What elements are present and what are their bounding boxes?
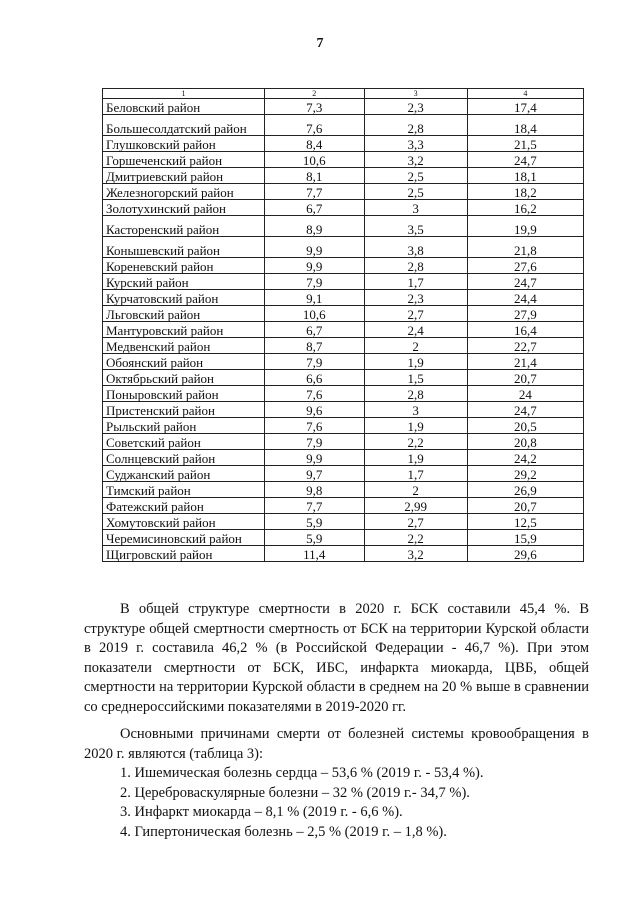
table-row — [103, 354, 584, 370]
value-cell-col2: 9,9 — [265, 258, 364, 274]
district-name-cell: Кореневский район — [103, 258, 265, 274]
value-cell-col4: 20,7 — [467, 370, 583, 386]
value-cell-col4: 21,4 — [467, 354, 583, 370]
district-name-cell: Хомутовский район — [103, 514, 265, 530]
value-cell-col3: 2,99 — [364, 498, 467, 514]
header-cell-4: 4 — [467, 89, 583, 99]
page-number: 7 — [316, 36, 324, 51]
value-cell-col4: 27,6 — [467, 258, 583, 274]
value-cell-col2: 7,9 — [265, 274, 364, 290]
value-cell-col2: 7,9 — [265, 354, 364, 370]
district-name-cell: Курский район — [103, 274, 265, 290]
value-cell-col4: 17,4 — [467, 99, 583, 115]
value-cell-col4: 24,7 — [467, 152, 583, 168]
table-row — [103, 216, 584, 237]
table-row — [103, 200, 584, 216]
value-cell-col3: 2 — [364, 482, 467, 498]
value-cell-col3: 2 — [364, 338, 467, 354]
table-header-row — [103, 89, 584, 99]
district-name-cell: Черемисиновский район — [103, 530, 265, 546]
table-row — [103, 99, 584, 115]
value-cell-col2: 9,6 — [265, 402, 364, 418]
table-row — [103, 184, 584, 200]
header-cell-3: 3 — [364, 89, 467, 99]
district-name-cell: Горшеченский район — [103, 152, 265, 168]
value-cell-col2: 11,4 — [265, 546, 364, 562]
value-cell-col3: 2,8 — [364, 386, 467, 402]
cause-item: 1. Ишемическая болезнь сердца – 53,6 % (2019 г. - 53,4 %). — [120, 765, 484, 781]
value-cell-col4: 21,5 — [467, 136, 583, 152]
value-cell-col4: 24,2 — [467, 450, 583, 466]
district-name-cell: Тимский район — [103, 482, 265, 498]
value-cell-col4: 18,4 — [467, 115, 583, 136]
table-row — [103, 290, 584, 306]
value-cell-col3: 1,9 — [364, 450, 467, 466]
value-cell-col2: 7,9 — [265, 434, 364, 450]
value-cell-col3: 2,4 — [364, 322, 467, 338]
district-name-cell: Поныровский район — [103, 386, 265, 402]
value-cell-col2: 5,9 — [265, 514, 364, 530]
table-row — [103, 168, 584, 184]
value-cell-col4: 29,6 — [467, 546, 583, 562]
mortality-table — [102, 88, 584, 562]
value-cell-col3: 3,2 — [364, 152, 467, 168]
value-cell-col3: 3 — [364, 200, 467, 216]
district-name-cell: Железногорский район — [103, 184, 265, 200]
district-name-cell: Обоянский район — [103, 354, 265, 370]
value-cell-col4: 15,9 — [467, 530, 583, 546]
district-name-cell: Курчатовский район — [103, 290, 265, 306]
table-body — [103, 89, 584, 562]
value-cell-col3: 2,3 — [364, 290, 467, 306]
value-cell-col2: 8,9 — [265, 216, 364, 237]
value-cell-col2: 6,7 — [265, 200, 364, 216]
table-row — [103, 530, 584, 546]
header-cell-2: 2 — [265, 89, 364, 99]
district-name-cell: Беловский район — [103, 99, 265, 115]
value-cell-col3: 1,7 — [364, 466, 467, 482]
district-name-cell: Пристенский район — [103, 402, 265, 418]
district-name-cell: Конышевский район — [103, 237, 265, 258]
value-cell-col4: 22,7 — [467, 338, 583, 354]
value-cell-col2: 7,6 — [265, 386, 364, 402]
table-row — [103, 322, 584, 338]
value-cell-col4: 16,2 — [467, 200, 583, 216]
table-row — [103, 237, 584, 258]
value-cell-col4: 29,2 — [467, 466, 583, 482]
district-name-cell: Большесолдатский район — [103, 115, 265, 136]
district-name-cell: Касторенский район — [103, 216, 265, 237]
value-cell-col4: 24,4 — [467, 290, 583, 306]
value-cell-col2: 7,6 — [265, 418, 364, 434]
value-cell-col2: 10,6 — [265, 306, 364, 322]
district-name-cell: Дмитриевский район — [103, 168, 265, 184]
value-cell-col2: 10,6 — [265, 152, 364, 168]
table-row — [103, 306, 584, 322]
cause-item: 2. Цереброваскулярные болезни – 32 % (2019 г.- 34,7 %). — [120, 784, 470, 801]
value-cell-col2: 8,4 — [265, 136, 364, 152]
value-cell-col4: 20,7 — [467, 498, 583, 514]
value-cell-col4: 24,7 — [467, 402, 583, 418]
value-cell-col4: 18,2 — [467, 184, 583, 200]
value-cell-col2: 8,7 — [265, 338, 364, 354]
value-cell-col4: 20,5 — [467, 418, 583, 434]
value-cell-col3: 2,5 — [364, 184, 467, 200]
district-name-cell: Суджанский район — [103, 466, 265, 482]
value-cell-col2: 9,7 — [265, 466, 364, 482]
value-cell-col3: 3,2 — [364, 546, 467, 562]
district-name-cell: Октябрьский район — [103, 370, 265, 386]
district-name-cell: Фатежский район — [103, 498, 265, 514]
value-cell-col2: 5,9 — [265, 530, 364, 546]
value-cell-col3: 2,2 — [364, 434, 467, 450]
value-cell-col3: 1,5 — [364, 370, 467, 386]
table-row — [103, 152, 584, 168]
value-cell-col4: 12,5 — [467, 514, 583, 530]
causes-list — [84, 764, 589, 842]
district-name-cell: Советский район — [103, 434, 265, 450]
value-cell-col4: 27,9 — [467, 306, 583, 322]
table-row — [103, 546, 584, 562]
district-name-cell: Медвенский район — [103, 338, 265, 354]
cause-item: 4. Гипертоническая болезнь – 2,5 % (2019 г. – 1,8 %). — [120, 823, 447, 840]
table-row — [103, 402, 584, 418]
district-name-cell: Щигровский район — [103, 546, 265, 562]
value-cell-col2: 7,7 — [265, 498, 364, 514]
value-cell-col4: 26,9 — [467, 482, 583, 498]
district-name-cell: Золотухинский район — [103, 200, 265, 216]
value-cell-col4: 18,1 — [467, 168, 583, 184]
table-row — [103, 482, 584, 498]
district-name-cell: Солнцевский район — [103, 450, 265, 466]
table-row — [103, 386, 584, 402]
table-row — [103, 450, 584, 466]
table-row — [103, 434, 584, 450]
table-row — [103, 498, 584, 514]
district-name-cell: Рыльский район — [103, 418, 265, 434]
table-row — [103, 514, 584, 530]
value-cell-col2: 6,6 — [265, 370, 364, 386]
value-cell-col4: 24 — [467, 386, 583, 402]
table-row — [103, 418, 584, 434]
value-cell-col4: 19,9 — [467, 216, 583, 237]
value-cell-col2: 9,9 — [265, 237, 364, 258]
value-cell-col3: 3,3 — [364, 136, 467, 152]
value-cell-col3: 3 — [364, 402, 467, 418]
cause-item: 3. Инфаркт миокарда – 8,1 % (2019 г. - 6,6 %). — [120, 804, 403, 820]
value-cell-col2: 9,9 — [265, 450, 364, 466]
district-name-cell: Мантуровский район — [103, 322, 265, 338]
value-cell-col3: 2,3 — [364, 99, 467, 115]
table-row — [103, 466, 584, 482]
value-cell-col2: 9,8 — [265, 482, 364, 498]
value-cell-col3: 2,7 — [364, 306, 467, 322]
district-name-cell: Льговский район — [103, 306, 265, 322]
value-cell-col3: 3,5 — [364, 216, 467, 237]
value-cell-col2: 8,1 — [265, 168, 364, 184]
value-cell-col2: 7,7 — [265, 184, 364, 200]
value-cell-col4: 24,7 — [467, 274, 583, 290]
value-cell-col2: 9,1 — [265, 290, 364, 306]
body-text — [84, 600, 589, 842]
paragraph-mortality-structure: В общей структуре смертности в 2020 г. БСК составили 45,4 %. В структуре общей смертности смертность от БСК на территории Курской области в 2019 г. составила 46,2 % (в Российской Федерации - 46,7 %). При этом показатели смертности от БСК, ИБС, инфаркта миокарда, ЦВБ, общей смертности на территории Курской области в среднем на 20 % выше в сравнении со среднероссийскими показателями в 2019-2020 гг. — [84, 601, 589, 715]
value-cell-col2: 7,3 — [265, 99, 364, 115]
value-cell-col3: 1,9 — [364, 418, 467, 434]
table-row — [103, 338, 584, 354]
value-cell-col3: 1,9 — [364, 354, 467, 370]
table-row — [103, 370, 584, 386]
value-cell-col2: 7,6 — [265, 115, 364, 136]
value-cell-col4: 20,8 — [467, 434, 583, 450]
value-cell-col2: 6,7 — [265, 322, 364, 338]
paragraph-main-causes: Основными причинами смерти от болезней системы кровообращения в 2020 г. являются (таблица 3): — [84, 726, 589, 762]
header-cell-1: 1 — [103, 89, 265, 99]
table-row — [103, 258, 584, 274]
value-cell-col3: 2,8 — [364, 115, 467, 136]
value-cell-col3: 2,8 — [364, 258, 467, 274]
value-cell-col3: 2,5 — [364, 168, 467, 184]
value-cell-col3: 1,7 — [364, 274, 467, 290]
district-name-cell: Глушковский район — [103, 136, 265, 152]
table-row — [103, 115, 584, 136]
table-row — [103, 274, 584, 290]
table-row — [103, 136, 584, 152]
value-cell-col4: 16,4 — [467, 322, 583, 338]
value-cell-col4: 21,8 — [467, 237, 583, 258]
value-cell-col3: 2,2 — [364, 530, 467, 546]
value-cell-col3: 2,7 — [364, 514, 467, 530]
value-cell-col3: 3,8 — [364, 237, 467, 258]
